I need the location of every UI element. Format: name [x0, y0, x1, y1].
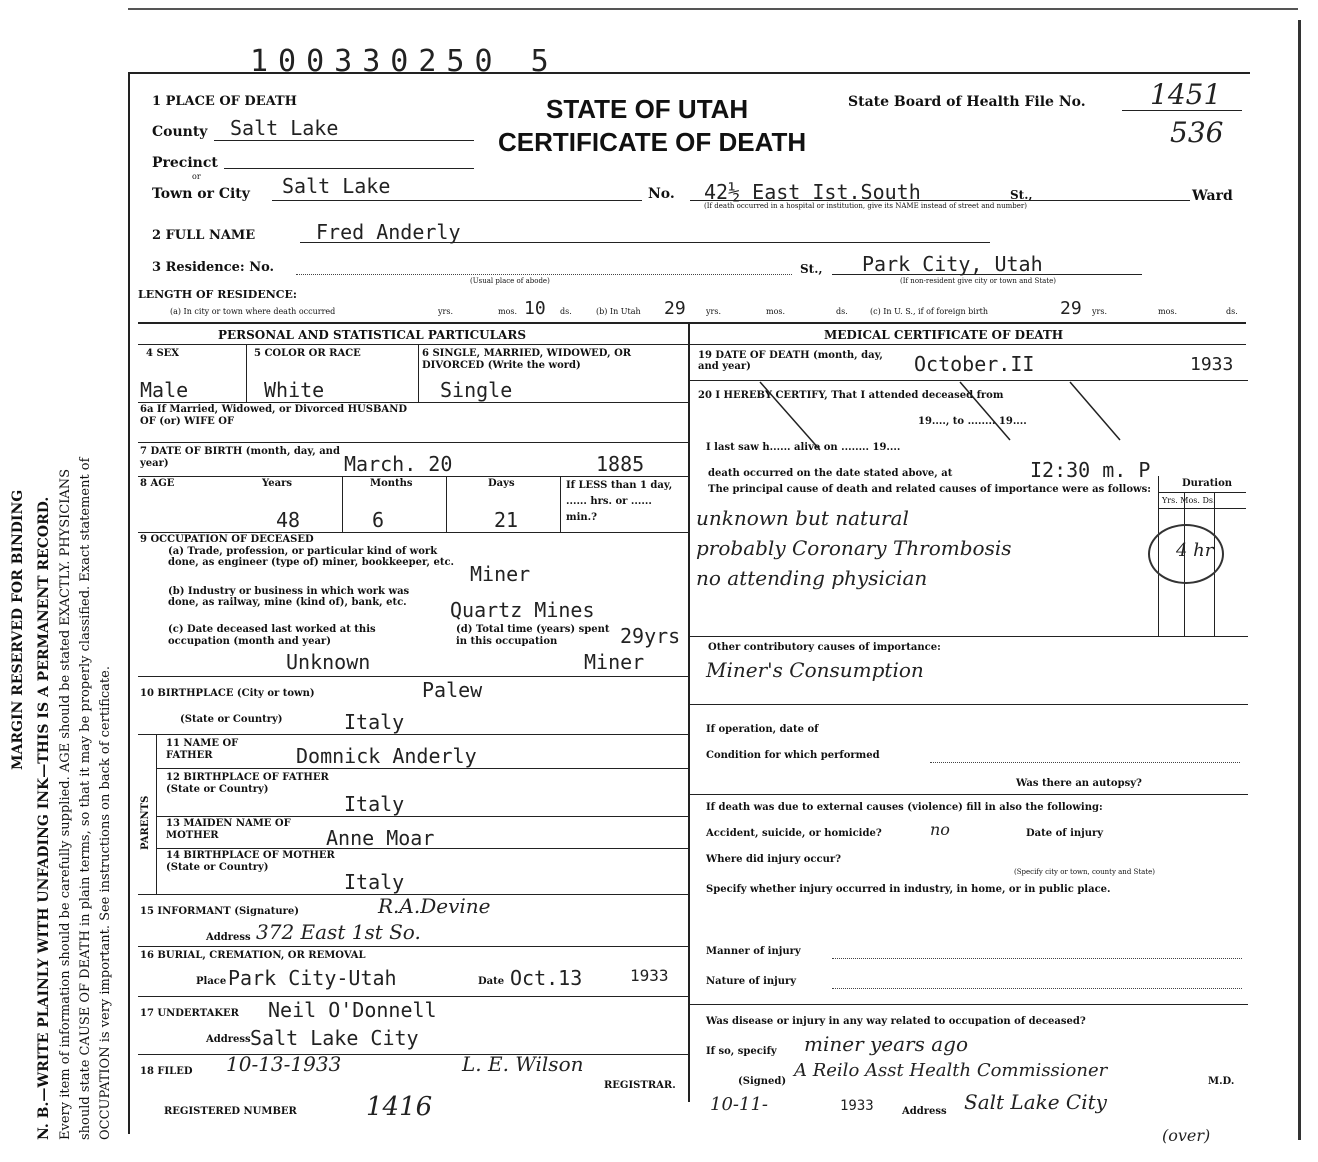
serial-number: 100330250 5: [250, 44, 559, 79]
condition-label: Condition for which performed: [706, 750, 880, 761]
title-state: STATE OF UTAH: [546, 94, 749, 124]
father-label: 11 NAME OF FATHER: [166, 738, 239, 761]
occupation-b-label: (b) Industry or business in which work was done, as railway, mine (kind of), bank, etc.: [168, 586, 410, 608]
less-than-label: If LESS than 1 day, ...... hrs. or ...... min.?: [566, 480, 673, 523]
lr-b-label: (b) In Utah: [596, 307, 641, 316]
title-certificate: CERTIFICATE OF DEATH: [498, 127, 807, 157]
age-label: 8 AGE: [140, 478, 175, 489]
informant-label: 15 INFORMANT (Signature): [140, 906, 299, 917]
lr-b-yrs: 29: [664, 298, 686, 319]
autopsy-label: Was there an autopsy?: [1016, 778, 1142, 789]
sign-address-label: Address: [902, 1106, 947, 1117]
margin-line2: should state CAUSE OF DEATH in plain terms, so that it may be properly classified. Exact statement of: [78, 457, 93, 1140]
occupation-c-label: (c) Date deceased last worked at this occupation (month and year): [168, 624, 376, 647]
birth-state-label: (State or Country): [180, 714, 283, 725]
registrar-label: REGISTRAR.: [604, 1080, 676, 1091]
lr-c-yrs-label: yrs.: [1092, 307, 1107, 316]
informant-address-label: Address: [206, 932, 251, 943]
burial-place-value: Park City-Utah: [228, 966, 397, 990]
residence-label: 3 Residence: No.: [152, 260, 275, 275]
st-label: St.,: [1010, 188, 1033, 202]
duration-value: 4 hr: [1176, 540, 1214, 561]
burial-date-label: Date: [478, 976, 505, 987]
marital-label: 6 SINGLE, MARRIED, WIDOWED, OR DIVORCED (Write the word): [422, 348, 632, 371]
margin-line3: OCCUPATION is very important. See instructions on back of certificate.: [98, 666, 113, 1140]
town-label: Town or City: [152, 186, 250, 202]
dod-value: October.II: [914, 352, 1035, 376]
informant-value: R.A.Devine: [378, 894, 491, 918]
lr-c-yrs: 29: [1060, 298, 1082, 319]
sex-label: 4 SEX: [146, 348, 180, 359]
total-time-value: 29yrs: [620, 624, 681, 648]
specify-label: If so, specify: [706, 1046, 777, 1057]
marital-value: Single: [440, 378, 513, 402]
last-saw-label: I last saw h...... alive on ........ 19....: [706, 442, 901, 453]
lr-a-mos-label: mos.: [498, 307, 518, 316]
file-number: 1451: [1150, 78, 1222, 111]
residence-st-label: St.,: [800, 262, 823, 276]
registered-number-label: REGISTERED NUMBER: [164, 1106, 297, 1117]
last-worked-value: Unknown: [286, 650, 371, 674]
to-label: 19...., to ........ 19....: [918, 416, 1027, 427]
birthplace-label: 10 BIRTHPLACE (City or town): [140, 688, 315, 699]
lr-b-mos-label: mos.: [766, 307, 786, 316]
lr-c-mos-label: mos.: [1158, 307, 1178, 316]
signed-label: (Signed): [738, 1076, 787, 1087]
spouse-label: 6a If Married, Widowed, or Divorced HUSBAND OF (or) WIFE OF: [140, 404, 408, 427]
lr-b-ds: ds.: [836, 307, 848, 316]
column-divider: [688, 322, 690, 1102]
file-label: State Board of Health File No.: [848, 94, 1086, 110]
related-label: Was disease or injury in any way related to occupation of deceased?: [706, 1016, 1086, 1027]
nature-label: Nature of injury: [706, 976, 797, 987]
length-residence-label: LENGTH OF RESIDENCE:: [138, 288, 297, 301]
lr-b-yrs-label: yrs.: [706, 307, 721, 316]
injury-date-label: Date of injury: [1026, 828, 1104, 839]
injury-where-label: Where did injury occur?: [706, 854, 842, 865]
lr-a-yrs: yrs.: [438, 307, 453, 316]
birthplace-value: Palew: [422, 678, 483, 702]
total-occupation-value: Miner: [584, 650, 645, 674]
undertaker-address-label: Address: [206, 1034, 251, 1045]
undertaker-address-value: Salt Lake City: [250, 1026, 419, 1050]
mother-label: 13 MAIDEN NAME OF MOTHER: [166, 818, 291, 841]
months-label: Months: [370, 478, 413, 489]
specify-value: miner years ago: [804, 1032, 969, 1056]
precinct-label: Precinct: [152, 155, 218, 171]
over-note: (over): [1162, 1126, 1211, 1145]
lr-a-ds: ds.: [560, 307, 572, 316]
md-label: M.D.: [1208, 1076, 1235, 1087]
color-value: White: [264, 378, 325, 402]
full-name-value: Fred Anderly: [316, 220, 461, 244]
father-bp-value: Italy: [344, 792, 405, 816]
occupation-d-label: (d) Total time (years) spent in this occupation: [456, 624, 610, 647]
years-label: Years: [262, 478, 293, 489]
sign-year-value: 1933: [840, 1098, 874, 1114]
contrib-label: Other contributory causes of importance:: [708, 642, 941, 653]
personal-heading: PERSONAL AND STATISTICAL PARTICULARS: [218, 328, 527, 342]
dob-year: 1885: [596, 452, 645, 476]
registered-number-value: 1416: [366, 1092, 433, 1122]
cause-label: The principal cause of death and related causes of importance were as follows:: [708, 484, 1151, 495]
age-years: 48: [276, 508, 301, 532]
sign-address-value: Salt Lake City: [964, 1090, 1107, 1114]
color-label: 5 COLOR OR RACE: [254, 348, 361, 359]
city-note: (Specify city or town, county and State): [1014, 868, 1155, 876]
burial-date-value: Oct.13: [510, 966, 583, 990]
sex-value: Male: [140, 378, 189, 402]
registrar-signature: L. E. Wilson: [462, 1052, 584, 1076]
nonresident-note: (If non-resident give city or town and State): [900, 277, 1056, 285]
occupation-label: 9 OCCUPATION OF DECEASED: [140, 534, 314, 545]
certify-label: 20 I HEREBY CERTIFY, That I attended deceased from: [698, 390, 1004, 401]
margin-nb: N. B.—WRITE PLAINLY WITH UNFADING INK—THIS IS A PERMANENT RECORD.: [36, 496, 52, 1140]
occupation-a-label: (a) Trade, profession, or particular kind of work done, as engineer (type of) miner, bookkeeper, etc.: [168, 546, 455, 568]
sign-date-value: 10-11-: [710, 1094, 768, 1115]
age-months: 6: [372, 508, 385, 532]
usual-abode-note: (Usual place of abode): [470, 277, 550, 285]
margin-line1: Every item of information should be carefully supplied. AGE should be stated EXACTLY. PHYSICIANS: [58, 468, 73, 1140]
birth-country-value: Italy: [344, 710, 405, 734]
undertaker-label: 17 UNDERTAKER: [140, 1008, 239, 1019]
contrib-value: Miner's Consumption: [706, 658, 924, 682]
duration-label: Duration: [1182, 478, 1233, 489]
age-days: 21: [494, 508, 519, 532]
mother-bp-label: 14 BIRTHPLACE OF MOTHER (State or Country): [166, 850, 335, 873]
manner-label: Manner of injury: [706, 946, 801, 957]
lr-c-ds: ds.: [1226, 307, 1238, 316]
parents-label: PARENTS: [140, 795, 151, 850]
burial-place-label: Place: [196, 976, 227, 987]
full-name-label: 2 FULL NAME: [152, 228, 256, 243]
accident-label: Accident, suicide, or homicide?: [706, 828, 882, 839]
file-number-2: 536: [1170, 116, 1224, 149]
father-value: Domnick Anderly: [296, 744, 477, 768]
county-label: County: [152, 124, 208, 140]
cause-line-3: no attending physician: [696, 566, 928, 590]
or-label: or: [192, 172, 201, 181]
mother-bp-value: Italy: [344, 870, 405, 894]
place-of-death-label: 1 PLACE OF DEATH: [152, 94, 297, 109]
industry-value: Quartz Mines: [450, 598, 595, 622]
death-time-label: death occurred on the date stated above, at: [708, 468, 953, 479]
informant-address-value: 372 East 1st So.: [256, 920, 421, 944]
margin-binding: MARGIN RESERVED FOR BINDING: [10, 489, 26, 770]
filed-value: 10-13-1933: [226, 1052, 342, 1076]
medical-heading: MEDICAL CERTIFICATE OF DEATH: [824, 328, 1064, 342]
duration-circle: [1148, 524, 1224, 584]
operation-label: If operation, date of: [706, 724, 819, 735]
accident-value: no: [930, 820, 950, 839]
certify-slashes: [740, 380, 1160, 460]
lr-a-mos: 10: [524, 298, 546, 319]
undertaker-value: Neil O'Donnell: [268, 998, 437, 1022]
signed-value: A Reilo Asst Health Commissioner: [794, 1060, 1108, 1081]
occupation-value: Miner: [470, 562, 531, 586]
burial-label: 16 BURIAL, CREMATION, OR REMOVAL: [140, 950, 366, 961]
street-no-label: No.: [648, 186, 675, 202]
street-value: 42½ East Ist.South: [704, 180, 921, 204]
mother-value: Anne Moar: [326, 826, 435, 850]
county-value: Salt Lake: [230, 116, 339, 140]
days-label: Days: [488, 478, 515, 489]
town-value: Salt Lake: [282, 174, 391, 198]
dod-year: 1933: [1190, 354, 1234, 375]
lr-a-label: (a) In city or town where death occurred: [170, 307, 336, 316]
dob-label: 7 DATE OF BIRTH (month, day, and year): [140, 446, 340, 469]
lr-c-label: (c) In U. S., if of foreign birth: [870, 307, 989, 316]
hospital-note: (If death occurred in a hospital or institution, give its NAME instead of street and number): [704, 202, 1027, 210]
death-time-value: I2:30 m. P: [1030, 458, 1151, 482]
duration-columns: Yrs. Mos. Ds.: [1162, 496, 1216, 505]
residence-value: Park City, Utah: [862, 252, 1043, 276]
cause-line-2: probably Coronary Thrombosis: [696, 536, 1012, 560]
burial-year-value: 1933: [630, 966, 669, 985]
industry-question: Specify whether injury occurred in industry, in home, or in public place.: [706, 884, 1111, 895]
right-edge: [1298, 20, 1301, 1140]
filed-label: 18 FILED: [140, 1066, 193, 1077]
dob-value: March. 20: [344, 452, 453, 476]
ward-label: Ward: [1192, 188, 1233, 204]
external-label: If death was due to external causes (violence) fill in also the following:: [706, 802, 1103, 813]
dod-label: 19 DATE OF DEATH (month, day, and year): [698, 350, 883, 372]
father-bp-label: 12 BIRTHPLACE OF FATHER (State or Country): [166, 772, 329, 795]
cause-line-1: unknown but natural: [696, 506, 909, 530]
top-edge: [128, 8, 1298, 10]
